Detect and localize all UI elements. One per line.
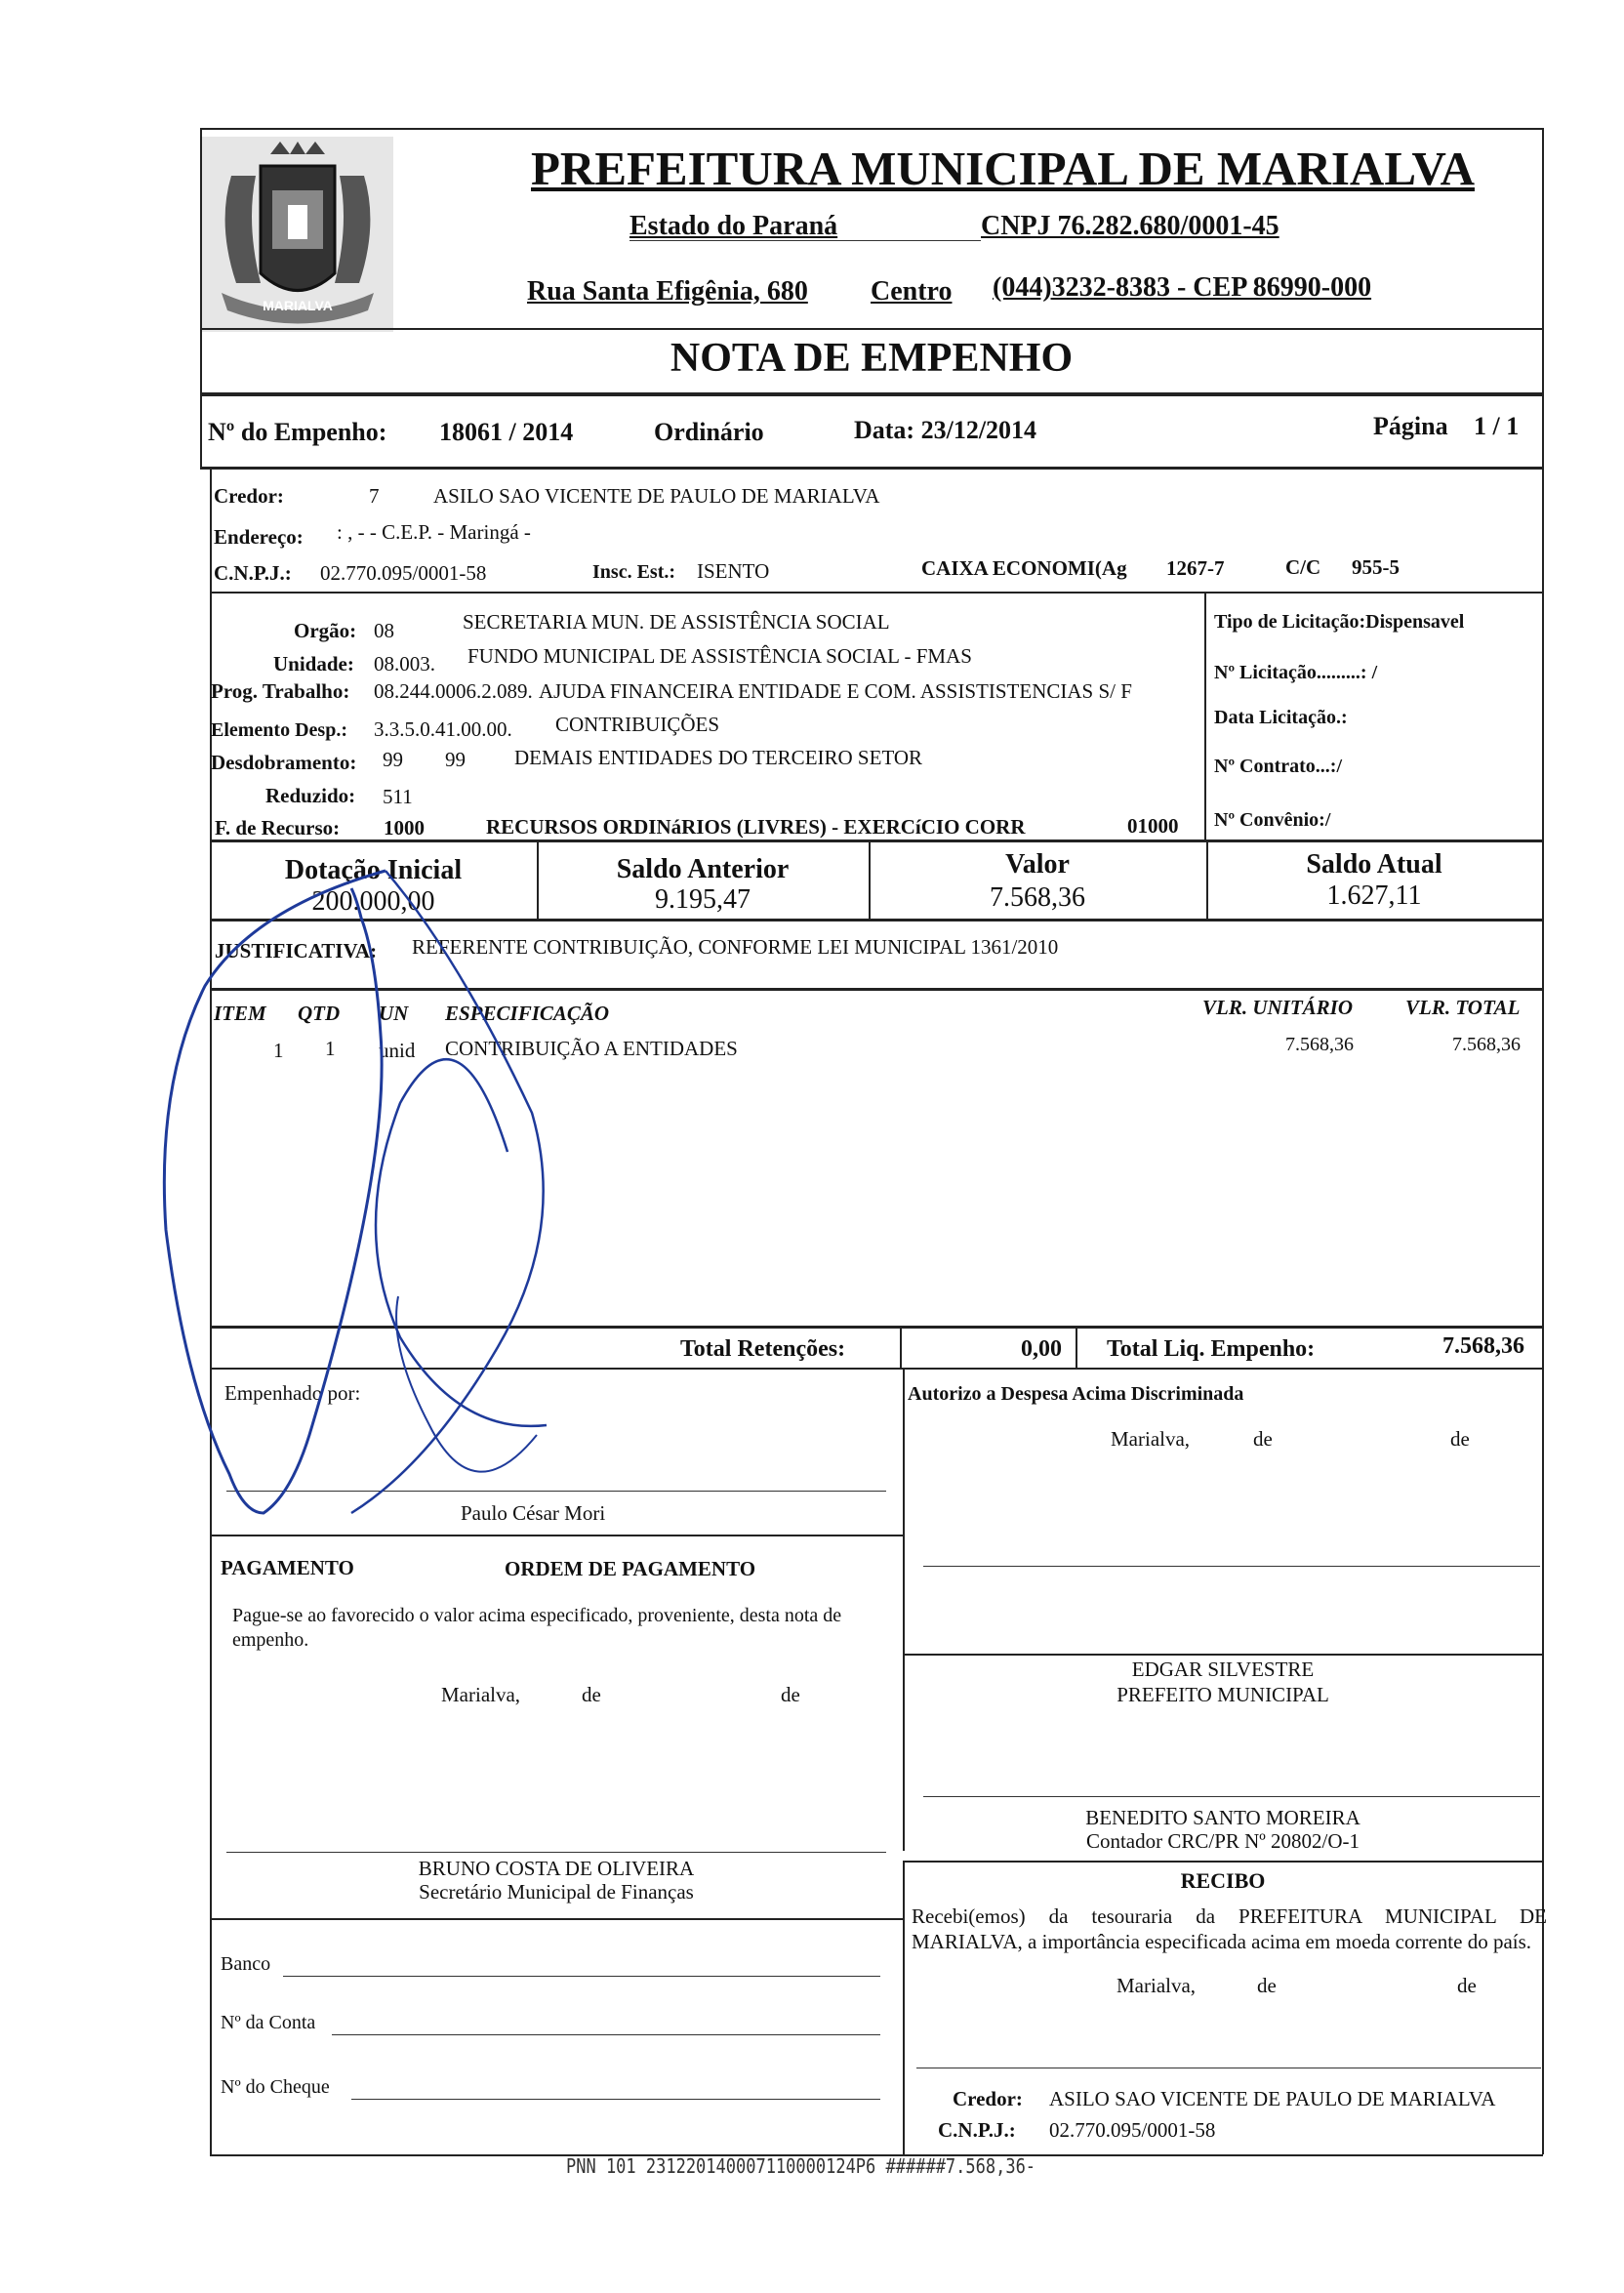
creditor-name: ASILO SAO VICENTE DE PAULO DE MARIALVA (433, 484, 880, 508)
cnpj-field-label: C.N.P.J.: (214, 561, 292, 585)
recibo-de2: de (1457, 1974, 1477, 1997)
middle-divider-lower (903, 1861, 905, 2154)
empenho-type: Ordinário (654, 418, 764, 446)
empenho-number-label: Nº do Empenho: (208, 418, 387, 446)
col-vlr-unitario: VLR. UNITÁRIO (1202, 996, 1354, 1019)
middle-divider-upper (903, 1368, 905, 1851)
insc-value: ISENTO (697, 559, 770, 583)
orgao-name: SECRETARIA MUN. DE ASSISTÊNCIA SOCIAL (463, 610, 890, 634)
divider (210, 988, 1543, 991)
state-underline (629, 240, 981, 241)
banco-field[interactable] (283, 1976, 880, 1977)
recibo-credor: ASILO SAO VICENTE DE PAULO DE MARIALVA (1049, 2087, 1496, 2110)
divider (210, 1535, 903, 1536)
saldo-anterior-value: 9.195,47 (655, 884, 751, 915)
divider (210, 1368, 1543, 1370)
prog-name: AJUDA FINANCEIRA ENTIDADE E COM. ASSISTISTENCIAS S/ F (539, 679, 1132, 703)
recibo-title: RECIBO (1180, 1868, 1266, 1893)
recibo-de1: de (1257, 1974, 1277, 1997)
pagamento-label: PAGAMENTO (221, 1556, 354, 1579)
address-value: : , - - C.E.P. - Maringá - (337, 520, 531, 544)
banco-label: Banco (221, 1953, 271, 1975)
elemento-name: CONTRIBUIÇÕES (555, 713, 720, 736)
totals-divider (1076, 1326, 1077, 1369)
mayor-role: PREFEITO MUNICIPAL (1116, 1683, 1329, 1706)
saldo-anterior-label: Saldo Anterior (616, 854, 790, 884)
budget-vertical-divider (1204, 592, 1206, 840)
autorizo-de2: de (1450, 1427, 1470, 1451)
svg-text:MARIALVA: MARIALVA (263, 298, 333, 313)
unidade-code: 08.003. (374, 652, 435, 676)
desdobramento-name: DEMAIS ENTIDADES DO TERCEIRO SETOR (514, 746, 923, 769)
district-label: Centro (871, 276, 953, 307)
justification-text: REFERENTE CONTRIBUIÇÃO, CONFORME LEI MUNICIPAL 1361/2010 (412, 935, 1059, 959)
empenho-number: 18061 / 2014 (439, 418, 574, 446)
empenho-date: Data: 23/12/2014 (854, 416, 1037, 444)
cc-label: C/C (1285, 555, 1321, 579)
totals-divider (900, 1326, 902, 1369)
pagamento-de1: de (582, 1683, 601, 1706)
recibo-cnpj-label: C.N.P.J.: (938, 2118, 1016, 2142)
cheque-field[interactable] (351, 2099, 880, 2100)
conta-label: Nº da Conta (221, 2012, 316, 2033)
fonte-code2: 01000 (1127, 814, 1179, 838)
insc-label: Insc. Est.: (592, 561, 676, 583)
elemento-label: Elemento Desp.: (211, 719, 347, 741)
signature-line (923, 1566, 1540, 1567)
orgao-code: 08 (374, 619, 394, 642)
reduzido-label: Reduzido: (265, 784, 356, 807)
empenhado-label: Empenhado por: (224, 1381, 361, 1405)
bank-name: CAIXA ECONOMI(Ag (921, 556, 1127, 580)
saldo-atual-label: Saldo Atual (1306, 849, 1442, 880)
col-qtd: QTD (298, 1002, 341, 1025)
fonte-label: F. de Recurso: (215, 816, 341, 839)
convenio-number: Nº Convênio:/ (1214, 809, 1331, 831)
creditor-code: 7 (369, 484, 380, 508)
row-vlr-total: 7.568,36 (1452, 1034, 1521, 1055)
col-un: UN (379, 1002, 409, 1025)
footer-code: PNN 101 231220140007110000124P6 ######7.568,36- (566, 2154, 1036, 2179)
signature-line (226, 1491, 886, 1492)
mayor-name: EDGAR SILVESTRE (1131, 1658, 1315, 1681)
unidade-name: FUNDO MUNICIPAL DE ASSISTÊNCIA SOCIAL - FMAS (467, 644, 972, 668)
cheque-label: Nº do Cheque (221, 2076, 330, 2098)
divider (210, 839, 1543, 842)
autorizo-label: Autorizo a Despesa Acima Discriminada (908, 1383, 1244, 1405)
valor-label: Valor (1005, 849, 1070, 880)
prog-code: 08.244.0006.2.089. (374, 679, 533, 703)
page-label: Página (1373, 412, 1448, 440)
autorizo-de1: de (1253, 1427, 1273, 1451)
dotacao-value: 200.000,00 (311, 886, 435, 917)
row-especificacao: CONTRIBUIÇÃO A ENTIDADES (445, 1037, 738, 1060)
unidade-label: Unidade: (273, 652, 354, 676)
finance-name: BRUNO COSTA DE OLIVEIRA (418, 1857, 695, 1880)
liq-value: 7.568,36 (1442, 1333, 1524, 1359)
licitacao-date: Data Licitação.: (1214, 707, 1348, 728)
cc-value: 955-5 (1352, 555, 1400, 579)
col-especificacao: ESPECIFICAÇÃO (445, 1002, 610, 1025)
licitacao-number: Nº Licitação.........: / (1214, 662, 1378, 683)
accountant-role: Contador CRC/PR Nº 20802/O-1 (1085, 1829, 1360, 1853)
signature-line (226, 1852, 886, 1853)
finance-role: Secretário Municipal de Finanças (419, 1880, 694, 1904)
street-label: Rua Santa Efigênia, 680 (527, 276, 808, 307)
divider (200, 328, 1543, 330)
divider (903, 1861, 1543, 1863)
frame-top (200, 128, 1543, 130)
page-number: 1 / 1 (1474, 412, 1520, 440)
phone-cep-label: (044)3232-8383 - CEP 86990-000 (993, 272, 1372, 303)
ordem-label: ORDEM DE PAGAMENTO (505, 1557, 756, 1580)
page-title: PREFEITURA MUNICIPAL DE MARIALVA (531, 142, 1475, 195)
divider (210, 592, 1543, 594)
saldo-atual-value: 1.627,11 (1326, 880, 1422, 911)
pagamento-de2: de (781, 1683, 800, 1706)
desdobramento-label: Desdobramento: (211, 751, 357, 774)
divider (210, 1918, 903, 1920)
accountant-name: BENEDITO SANTO MOREIRA (1085, 1806, 1360, 1829)
recibo-cnpj: 02.770.095/0001-58 (1049, 2118, 1216, 2142)
divider (200, 467, 1543, 470)
liq-label: Total Liq. Empenho: (1107, 1336, 1316, 1362)
row-qtd: 1 (325, 1037, 336, 1060)
pagamento-city: Marialva, (441, 1683, 521, 1706)
recibo-city: Marialva, (1116, 1974, 1197, 1997)
licitacao-type: Tipo de Licitação:Dispensavel (1214, 611, 1465, 633)
conta-field[interactable] (332, 2034, 880, 2035)
retencoes-value: 0,00 (1021, 1336, 1062, 1362)
bank-agency: 1267-7 (1166, 556, 1225, 580)
municipal-seal-icon (202, 137, 393, 332)
autorizo-city: Marialva, (1111, 1427, 1191, 1451)
signature-line (923, 1796, 1540, 1797)
creditor-label: Credor: (214, 484, 284, 508)
row-vlr-unitario: 7.568,36 (1285, 1034, 1354, 1055)
justification-label: JUSTIFICATIVA: (215, 939, 378, 962)
divider (903, 1654, 1543, 1656)
retencoes-label: Total Retenções: (680, 1336, 846, 1362)
row-item: 1 (273, 1039, 284, 1062)
state-label: Estado do Paraná (629, 211, 838, 241)
creditor-cnpj: 02.770.095/0001-58 (320, 561, 487, 585)
fonte-name: RECURSOS ORDINáRIOS (LIVRES) - EXERCíCIO CORR (486, 815, 1026, 839)
document-title: NOTA DE EMPENHO (670, 336, 1074, 381)
valor-value: 7.568,36 (990, 882, 1085, 913)
desdobramento-code2: 99 (445, 748, 466, 771)
contrato-number: Nº Contrato...:/ (1214, 756, 1343, 777)
col-vlr-total: VLR. TOTAL (1405, 996, 1521, 1019)
recibo-credor-label: Credor: (953, 2087, 1023, 2110)
row-un: unid (379, 1039, 416, 1062)
divider (210, 1326, 1543, 1329)
col-item: ITEM (214, 1002, 266, 1025)
fonte-code: 1000 (384, 816, 425, 839)
recibo-text: Recebi(emos) da tesouraria da PREFEITURA MUNICIPAL DE MARIALVA, a importância especificada acima em moeda corrente do país. (912, 1904, 1547, 1953)
divider (200, 392, 1543, 396)
empenhado-signer: Paulo César Mori (461, 1501, 606, 1525)
prog-label: Prog. Trabalho: (211, 679, 350, 703)
divider (210, 919, 1543, 921)
pagamento-text: Pague-se ao favorecido o valor acima especificado, proveniente, desta nota de empenho. (232, 1605, 842, 1651)
desdobramento-code: 99 (383, 748, 403, 771)
reduzido-value: 511 (383, 785, 413, 808)
orgao-label: Orgão: (294, 619, 357, 642)
address-label: Endereço: (214, 525, 304, 549)
elemento-code: 3.3.5.0.41.00.00. (374, 717, 512, 741)
dotacao-label: Dotação Inicial (284, 855, 463, 885)
cnpj-label: CNPJ 76.282.680/0001-45 (981, 211, 1279, 241)
